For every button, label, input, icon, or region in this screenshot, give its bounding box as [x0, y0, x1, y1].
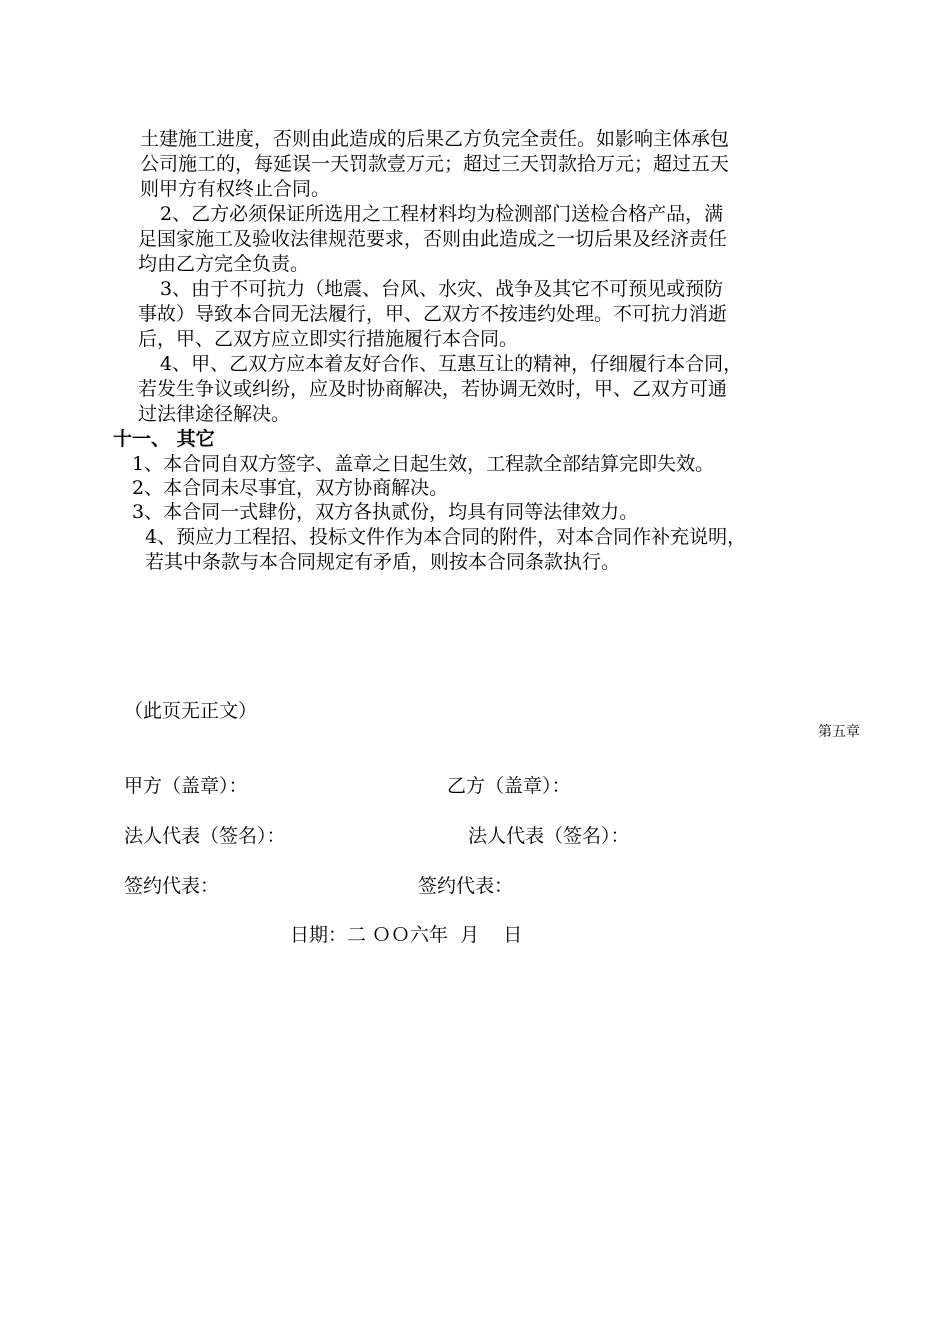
chapter-label: 第五章	[818, 724, 860, 740]
clause-4-line-2: 若发生争议或纠纷，应及时协商解决，若协调无效时，甲、乙双方可通	[138, 378, 728, 400]
continued-clause-line-2: 公司施工的，每延误一天罚款壹万元；超过三天罚款拾万元；超过五天	[140, 153, 730, 175]
party-b-signing-rep-label: 签约代表：	[418, 875, 514, 897]
party-a-seal-label: 甲方（盖章）：	[124, 775, 248, 797]
clause-4-line-3: 过法律途径解决。	[138, 403, 291, 425]
party-a-signing-rep-label: 签约代表：	[124, 875, 220, 897]
section-11-item-4-line-2: 若其中条款与本合同规定有矛盾，则按本合同条款执行。	[145, 551, 621, 573]
clause-3-line-3: 后，甲、乙双方应立即实行措施履行本合同。	[138, 328, 519, 350]
clause-3-line-2: 事故）导致本合同无法履行，甲、乙双方不按违约处理。不可抗力消逝	[138, 303, 728, 325]
party-b-seal-label: 乙方（盖章）：	[447, 775, 571, 797]
continued-clause-line-3: 则甲方有权终止合同。	[140, 178, 331, 200]
clause-2-line-2: 足国家施工及验收法律规范要求，否则由此造成之一切后果及经济责任	[138, 228, 728, 250]
section-11-heading: 十一、 其它	[113, 428, 215, 450]
no-text-note: （此页无正文）	[124, 700, 258, 722]
continued-clause-line-1: 土建施工进度，否则由此造成的后果乙方负完全责任。如影响主体承包	[140, 128, 730, 150]
section-11-item-4-line-1: 4、预应力工程招、投标文件作为本合同的附件，对本合同作补充说明，	[145, 526, 747, 548]
clause-2-line-1: 2、乙方必须保证所选用之工程材料均为检测部门送检合格产品，满	[160, 203, 724, 225]
clause-3-line-1: 3、由于不可抗力（地震、台风、水灾、战争及其它不可预见或预防	[160, 278, 724, 300]
section-11-item-1: 1、本合同自双方签字、盖章之日起生效，工程款全部结算完即失效。	[132, 453, 715, 475]
section-11-item-3: 3、本合同一式肆份，双方各执贰份，均具有同等法律效力。	[132, 501, 639, 523]
party-a-legal-rep-label: 法人代表（签名）：	[124, 825, 286, 847]
clause-4-line-1: 4、甲、乙双方应本着友好合作、互惠互让的精神，仔细履行本合同，	[160, 353, 743, 375]
signing-date: 日期：二 ＯＯ六年 月 日	[290, 924, 523, 946]
clause-2-line-3: 均由乙方完全负责。	[138, 253, 310, 275]
party-b-legal-rep-label: 法人代表（签名）：	[468, 825, 630, 847]
section-11-item-2: 2、本合同未尽事宜，双方协商解决。	[132, 477, 449, 499]
